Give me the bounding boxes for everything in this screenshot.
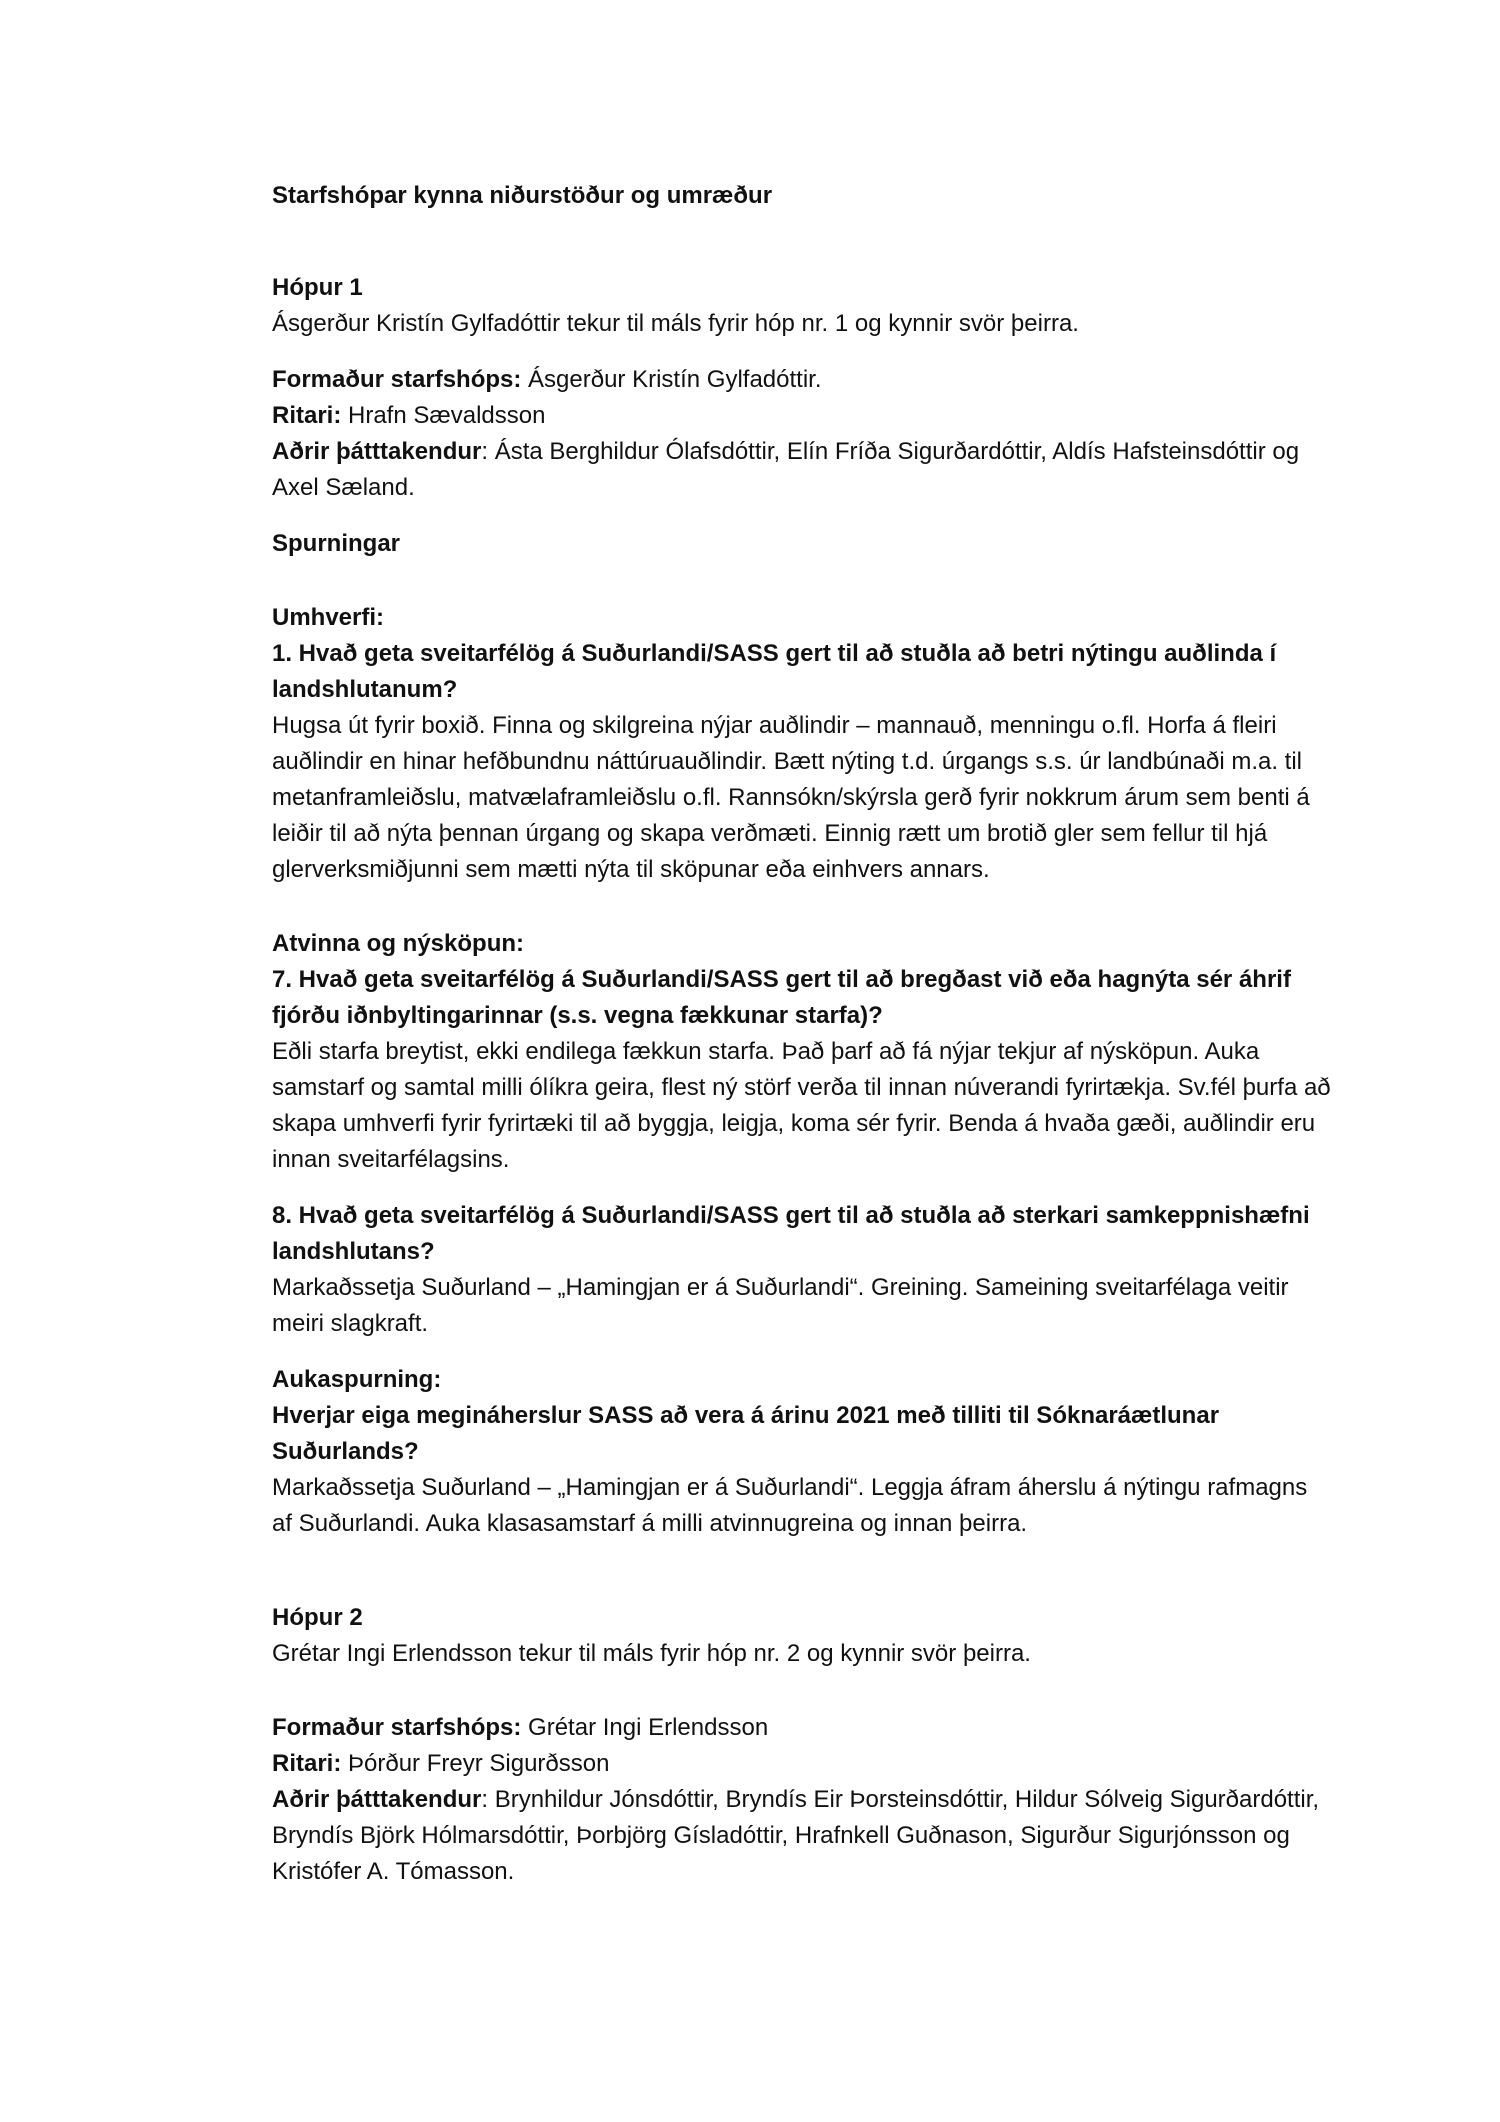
question-1: 1. Hvað geta sveitarfélög á Suðurlandi/SASS gert til að stuðla að betri nýtingu auðlinda í landshlutanum? [272,640,1277,703]
extra-question-heading: Aukaspurning: [272,1366,442,1393]
group1-participants [272,434,1332,506]
group1-chair [272,362,1332,398]
question-8: 8. Hvað geta sveitarfélög á Suðurlandi/SASS gert til að stuðla að sterkari samkeppnishæfni landshlutans? [272,1202,1310,1265]
participants-value: : Ásta Berghildur Ólafsdóttir, Elín Fríða Sigurðardóttir, Aldís Hafsteinsdóttir og Axel Sæland. [272,438,1300,501]
question-7: 7. Hvað geta sveitarfélög á Suðurlandi/SASS gert til að bregðast við eða hagnýta sér áhrif fjórðu iðnbyltingarinnar (s.s. vegna fækkunar starfa)? [272,966,1291,1029]
group2-heading: Hópur 2 [272,1604,363,1631]
chair-value: Grétar Ingi Erlendsson [521,1714,769,1741]
group1-secretary [272,398,1332,434]
participants-label: Aðrir þátttakendur [272,438,482,465]
work-innovation-heading: Atvinna og nýsköpun: [272,930,524,957]
group2-intro: Grétar Ingi Erlendsson tekur til máls fyrir hóp nr. 2 og kynnir svör þeirra. [272,1640,1031,1667]
secretary-value: Hrafn Sævaldsson [341,402,546,429]
extra-answer: Markaðssetja Suðurland – „Hamingjan er á Suðurlandi“. Leggja áfram áherslu á nýtingu rafmagns af Suðurlandi. Auka klasasamstarf á milli atvinnugreina og innan þeirra. [272,1474,1308,1537]
secretary-label: Ritari: [272,402,342,429]
chair-label: Formaður starfshóps: [272,366,522,393]
questions-heading: Spurningar [272,530,401,557]
secretary-label: Ritari: [272,1750,342,1777]
participants-label: Aðrir þátttakendur [272,1786,482,1813]
participants-value: : Brynhildur Jónsdóttir, Bryndís Eir Þorsteinsdóttir, Hildur Sólveig Sigurðardóttir, Bryndís Björk Hólmarsdóttir, Þorbjörg Gísladóttir, Hrafnkell Guðnason, Sigurður Sigurjónsson og Kristófer A. Tómasson. [272,1786,1320,1885]
group2-participants [272,1782,1332,1890]
extra-question: Hverjar eiga megináherslur SASS að vera á árinu 2021 með tilliti til Sóknaráætlunar Suðurlands? [272,1402,1220,1465]
environment-heading: Umhverfi: [272,604,385,631]
document-title: Starfshópar kynna niðurstöður og umræður [272,182,773,209]
answer-1: Hugsa út fyrir boxið. Finna og skilgreina nýjar auðlindir – mannauð, menningu o.fl. Horfa á fleiri auðlindir en hinar hefðbundnu náttúruauðlindir. Bætt nýting t.d. úrgangs s.s. úr landbúnaði m.a. til metanframleiðslu, matvælaframleiðslu o.fl. Rannsókn/skýrsla gerð fyrir nokkrum árum sem benti á leiðir til að nýta þennan úrgang og skapa verðmæti. Einnig rætt um brotið gler sem fellur til hjá glerverksmiðjunni sem mætti nýta til sköpunar eða einhvers annars. [272,712,1310,883]
group1-heading: Hópur 1 [272,274,363,301]
secretary-value: Þórður Freyr Sigurðsson [341,1750,610,1777]
group2-chair [272,1710,1332,1746]
answer-7: Eðli starfa breytist, ekki endilega fækkun starfa. Það þarf að fá nýjar tekjur af nýsköpun. Auka samstarf og samtal milli ólíkra geira, flest ný störf verða til innan núverandi fyrirtækja. Sv.fél þurfa að skapa umhverfi fyrir fyrirtæki til að byggja, leigja, koma sér fyrir. Benda á hvaða gæði, auðlindir eru innan sveitarfélagsins. [272,1038,1331,1173]
group1-intro: Ásgerður Kristín Gylfadóttir tekur til máls fyrir hóp nr. 1 og kynnir svör þeirra. [272,310,1079,337]
group2-secretary [272,1746,1332,1782]
answer-8: Markaðssetja Suðurland – „Hamingjan er á Suðurlandi“. Greining. Sameining sveitarfélaga veitir meiri slagkraft. [272,1274,1289,1337]
chair-value: Ásgerður Kristín Gylfadóttir. [521,366,822,393]
chair-label: Formaður starfshóps: [272,1714,522,1741]
document-page [272,178,1332,1890]
